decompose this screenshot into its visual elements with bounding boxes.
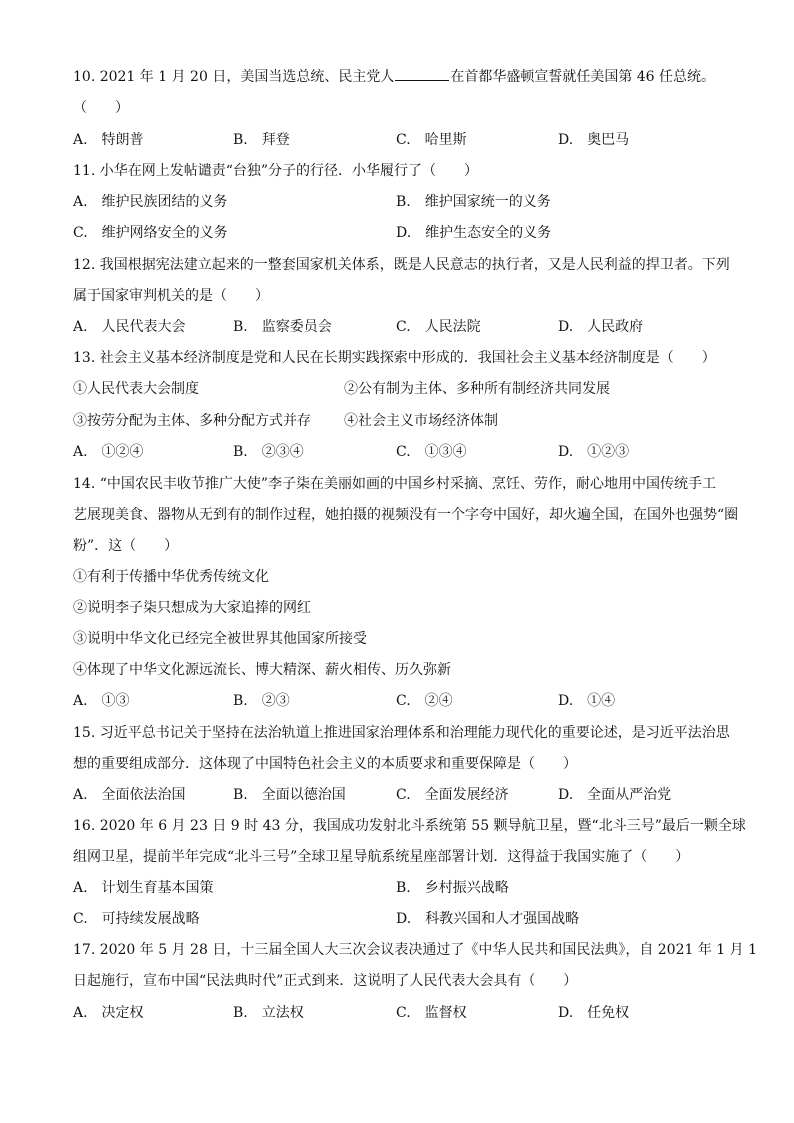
question-15-option-d: D. 全面从严治党 (558, 787, 672, 803)
question-17-option-a: A. 决定权 (73, 1005, 144, 1021)
question-17-stem-line1: 17. 2020 年 5 月 28 日，十三届全国人大三次会议表决通过了《中华人民共和国民法典》，自 2021 年 1 月 1 (73, 942, 758, 958)
question-13-option-a: A. ①②④ (73, 444, 144, 460)
question-13-option-c: C. ①③④ (396, 444, 467, 460)
question-13-option-d: D. ①②③ (558, 444, 630, 460)
question-16-option-c: C. 可持续发展战略 (73, 911, 200, 927)
question-10-option-d: D. 奥巴马 (558, 132, 630, 148)
question-14-item-4: ④体现了中华文化源远流长、博大精深、薪火相传、历久弥新 (73, 662, 451, 678)
question-15-option-c: C. 全面发展经济 (396, 787, 509, 803)
question-12-stem-line2: 属于国家审判机关的是（ ） (73, 288, 269, 304)
question-13-item-3: ③按劳分配为主体、多种分配方式并存 (73, 413, 311, 429)
question-14-stem-line3: 粉”．这（ ） (73, 538, 179, 554)
question-12-option-c: C. 人民法院 (396, 319, 481, 335)
question-10-stem-part2: 在首都华盛顿宣誓就任美国第 46 任总统。 (450, 69, 716, 85)
question-17-option-c: C. 监督权 (396, 1005, 467, 1021)
question-14-option-d: D. ①④ (558, 693, 616, 709)
question-10-option-c: C. 哈里斯 (396, 132, 467, 148)
question-13-option-b: B. ②③④ (233, 444, 304, 460)
question-13-item-2: ②公有制为主体、多种所有制经济共同发展 (344, 381, 610, 397)
question-15-option-a: A. 全面依法治国 (73, 787, 186, 803)
question-14-stem-line2: 艺展现美食、器物从无到有的制作过程，她拍摄的视频没有一个字夸中国好，却火遍全国，在国外也强势“圈 (73, 507, 739, 523)
question-14-option-c: C. ②④ (396, 693, 453, 709)
question-16-stem-line2: 组网卫星，提前半年完成“北斗三号”全球卫星导航系统星座部署计划．这得益于我国实施了（ ） (73, 849, 690, 865)
question-13-item-1: ①人民代表大会制度 (73, 381, 199, 397)
question-14-option-a: A. ①③ (73, 693, 130, 709)
question-15-option-b: B. 全面以德治国 (233, 787, 346, 803)
answer-blank (395, 67, 449, 81)
question-14-stem-line1: 14. “中国农民丰收节推广大使”李子柒在美丽如画的中国乡村采摘、烹饪、劳作，耐心地用中国传统手工 (73, 476, 717, 492)
question-11-stem: 11. 小华在网上发帖谴责“台独”分子的行径．小华履行了（ ） (73, 163, 479, 179)
question-12-stem-line1: 12. 我国根据宪法建立起来的一整套国家机关体系，既是人民意志的执行者，又是人民利益的捍卫者。下列 (73, 257, 730, 273)
question-16-option-b: B. 乡村振兴战略 (396, 880, 509, 896)
question-10-stem-part1: 10. 2021 年 1 月 20 日，美国当选总统、民主党人 (73, 69, 395, 85)
question-16-stem-line1: 16. 2020 年 6 月 23 日 9 时 43 分，我国成功发射北斗系统第 55 颗导航卫星，暨“北斗三号”最后一颗全球 (73, 818, 746, 834)
question-14-option-b: B. ②③ (233, 693, 290, 709)
question-14-item-1: ①有利于传播中华优秀传统文化 (73, 569, 269, 585)
question-12-option-b: B. 监察委员会 (233, 319, 332, 335)
question-13-stem: 13. 社会主义基本经济制度是党和人民在长期实践探索中形成的．我国社会主义基本经济制度是（ ） (73, 350, 716, 366)
question-16-option-d: D. 科教兴国和人才强国战略 (396, 911, 580, 927)
question-17-option-b: B. 立法权 (233, 1005, 304, 1021)
question-10-option-b: B. 拜登 (233, 132, 290, 148)
question-11-option-b: B. 维护国家统一的义务 (396, 194, 551, 210)
question-10-stem (73, 67, 715, 86)
question-15-stem-line1: 15. 习近平总书记关于坚持在法治轨道上推进国家治理体系和治理能力现代化的重要论述，是习近平法治思 (73, 725, 730, 741)
question-12-option-d: D. 人民政府 (558, 319, 644, 335)
question-14-item-3: ③说明中华文化已经完全被世界其他国家所接受 (73, 631, 367, 647)
question-10-paren: （ ） (73, 100, 129, 116)
question-12-option-a: A. 人民代表大会 (73, 319, 186, 335)
question-16-option-a: A. 计划生育基本国策 (73, 880, 214, 896)
question-11-option-c: C. 维护网络安全的义务 (73, 225, 228, 241)
question-15-stem-line2: 想的重要组成部分．这体现了中国特色社会主义的本质要求和重要保障是（ ） (73, 756, 577, 772)
question-11-option-d: D. 维护生态安全的义务 (396, 225, 552, 241)
question-17-stem-line2: 日起施行，宣布中国“民法典时代”正式到来．这说明了人民代表大会具有（ ） (73, 973, 578, 989)
question-14-item-2: ②说明李子柒只想成为大家追捧的网红 (73, 600, 311, 616)
question-11-option-a: A. 维护民族团结的义务 (73, 194, 228, 210)
question-17-option-d: D. 任免权 (558, 1005, 630, 1021)
question-13-item-4: ④社会主义市场经济体制 (344, 413, 498, 429)
question-10-option-a: A. 特朗普 (73, 132, 144, 148)
